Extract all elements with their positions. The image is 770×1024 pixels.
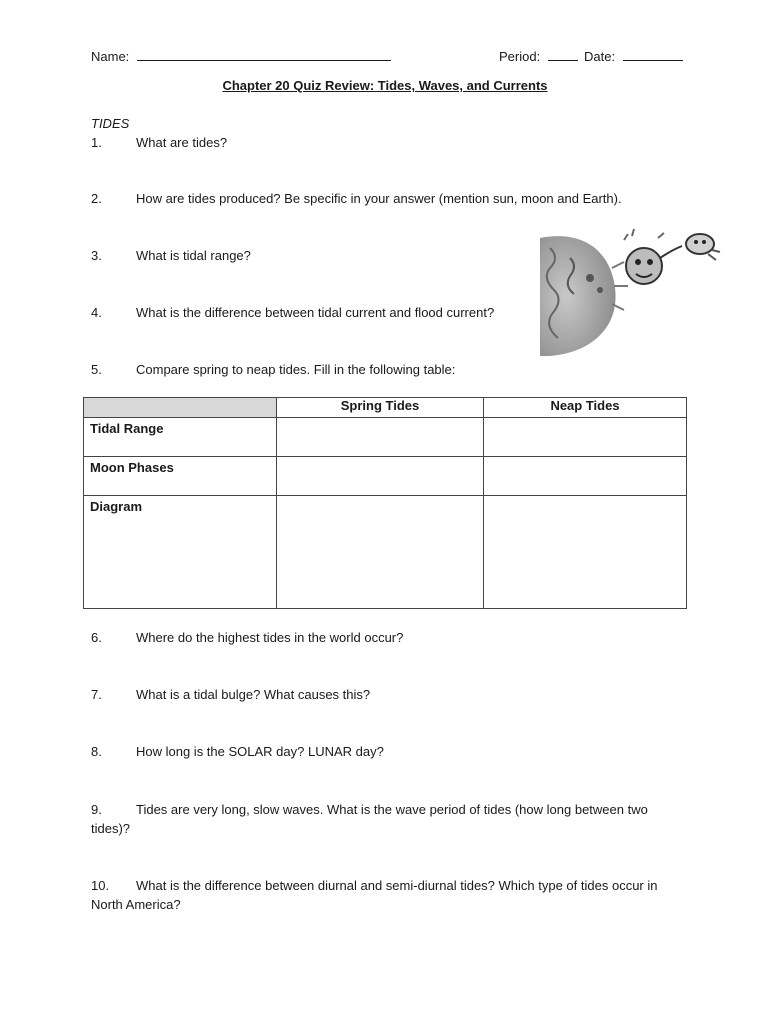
period-label: Period: <box>499 49 541 64</box>
date-blank[interactable] <box>623 48 683 61</box>
period-field[interactable] <box>499 48 578 64</box>
question-text: What are tides? <box>136 135 228 150</box>
date-label: Date: <box>584 49 616 64</box>
question-number: 6. <box>91 630 102 645</box>
row-header-moon-phases: Moon Phases <box>84 457 277 496</box>
page-title: Chapter 20 Quiz Review: Tides, Waves, and Currents <box>222 78 548 93</box>
question-item <box>91 876 671 914</box>
sun-earth-moon-cartoon-icon <box>540 228 722 356</box>
table-row <box>84 418 687 457</box>
tides-comparison-table <box>83 397 687 609</box>
column-header-neap: Neap Tides <box>484 398 687 418</box>
answer-cell-spring[interactable] <box>277 457 484 496</box>
question-number: 8. <box>91 744 102 759</box>
table-row <box>84 496 687 609</box>
question-text: Where do the highest tides in the world occur? <box>136 630 404 645</box>
row-header-tidal-range: Tidal Range <box>84 418 277 457</box>
question-number: 2. <box>91 191 102 206</box>
table-corner-cell <box>84 398 277 418</box>
question-number: 3. <box>91 248 102 263</box>
question-text: What is the difference between tidal current and flood current? <box>136 305 495 320</box>
row-header-diagram: Diagram <box>84 496 277 609</box>
question-number: 7. <box>91 687 102 702</box>
question-item <box>91 800 671 838</box>
question-text: Compare spring to neap tides. Fill in the following table: <box>136 362 456 377</box>
question-number: 9. <box>91 802 102 817</box>
date-field[interactable] <box>584 48 683 64</box>
name-field[interactable] <box>91 48 391 64</box>
question-number: 5. <box>91 362 102 377</box>
column-header-spring: Spring Tides <box>277 398 484 418</box>
answer-cell-neap[interactable] <box>484 496 687 609</box>
period-blank[interactable] <box>548 48 578 61</box>
table-header-row <box>84 398 687 418</box>
question-text: How long is the SOLAR day? LUNAR day? <box>136 744 384 759</box>
name-blank[interactable] <box>137 48 391 61</box>
answer-cell-neap[interactable] <box>484 418 687 457</box>
answer-cell-neap[interactable] <box>484 457 687 496</box>
question-number: 4. <box>91 305 102 320</box>
question-text: Tides are very long, slow waves. What is the wave period of tides (how long between two tides)? <box>91 802 648 836</box>
answer-cell-spring[interactable] <box>277 496 484 609</box>
question-number: 10. <box>91 878 110 893</box>
answer-cell-spring[interactable] <box>277 418 484 457</box>
question-text: What is tidal range? <box>136 248 251 263</box>
question-text: What is the difference between diurnal and semi-diurnal tides? Which type of tides occur in North America? <box>91 878 658 912</box>
question-text: How are tides produced? Be specific in your answer (mention sun, moon and Earth). <box>136 191 622 206</box>
table-row <box>84 457 687 496</box>
question-number: 1. <box>91 135 102 150</box>
question-text: What is a tidal bulge? What causes this? <box>136 687 371 702</box>
name-label: Name: <box>91 49 130 64</box>
section-heading: TIDES <box>91 116 130 131</box>
